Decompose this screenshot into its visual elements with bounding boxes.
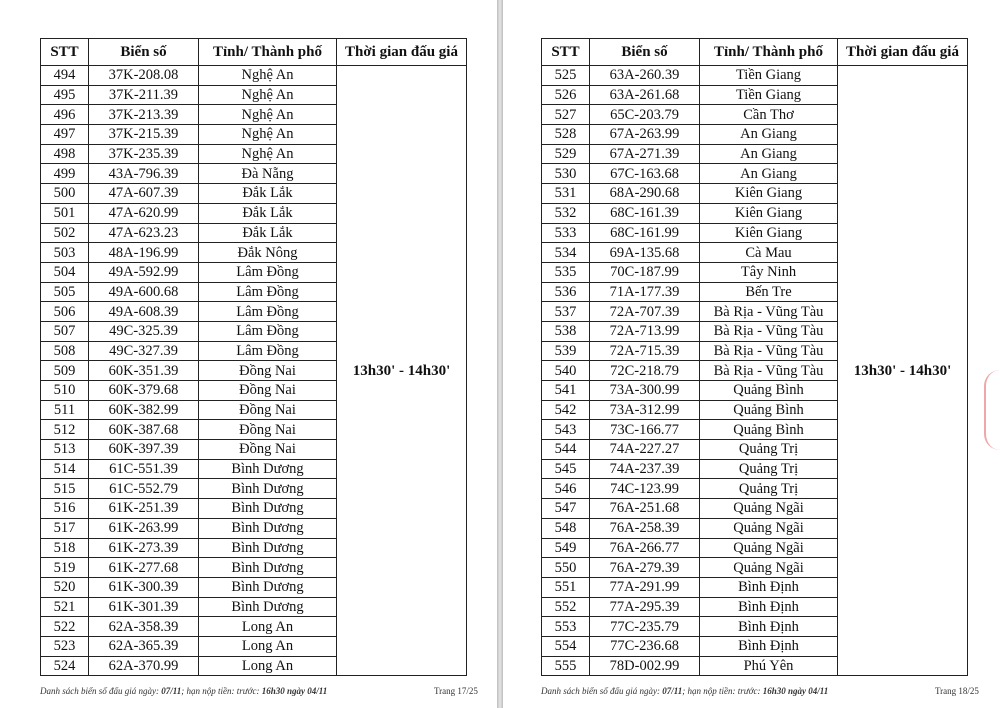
cell-stt: 550: [542, 558, 590, 578]
cell-stt: 540: [542, 361, 590, 381]
footer-note: Danh sách biển số đấu giá ngày: 07/11; hạn nộp tiền: trước: 16h30 ngày 04/11: [40, 686, 328, 696]
cell-stt: 500: [41, 184, 89, 204]
cell-province: Phú Yên: [700, 656, 838, 676]
document-page-left: [0, 0, 497, 708]
cell-plate: 77C-236.68: [590, 636, 700, 656]
cell-stt: 508: [41, 341, 89, 361]
cell-province: Long An: [199, 636, 337, 656]
cell-plate: 61C-552.79: [89, 479, 199, 499]
cell-plate: 43A-796.39: [89, 164, 199, 184]
cell-stt: 531: [542, 184, 590, 204]
cell-province: Quảng Trị: [700, 459, 838, 479]
cell-plate: 76A-251.68: [590, 499, 700, 519]
cell-stt: 554: [542, 636, 590, 656]
cell-plate: 47A-607.39: [89, 184, 199, 204]
cell-province: Quảng Ngãi: [700, 499, 838, 519]
cell-plate: 47A-623.23: [89, 223, 199, 243]
cell-province: Long An: [199, 617, 337, 637]
cell-province: Bình Dương: [199, 459, 337, 479]
cell-province: Lâm Đồng: [199, 282, 337, 302]
cell-province: Đà Nẵng: [199, 164, 337, 184]
cell-stt: 533: [542, 223, 590, 243]
cell-stt: 530: [542, 164, 590, 184]
cell-province: Đắk Lắk: [199, 203, 337, 223]
cell-plate: 74C-123.99: [590, 479, 700, 499]
cell-province: Bà Rịa - Vũng Tàu: [700, 341, 838, 361]
cell-province: Bà Rịa - Vũng Tàu: [700, 321, 838, 341]
page-number: Trang 18/25: [935, 686, 979, 696]
cell-stt: 509: [41, 361, 89, 381]
cell-province: Quảng Ngãi: [700, 538, 838, 558]
cell-auction-time: 13h30' - 14h30': [838, 66, 968, 676]
cell-plate: 62A-365.39: [89, 636, 199, 656]
cell-stt: 518: [41, 538, 89, 558]
cell-stt: 536: [542, 282, 590, 302]
cell-stt: 497: [41, 125, 89, 145]
cell-province: Lâm Đồng: [199, 341, 337, 361]
cell-stt: 545: [542, 459, 590, 479]
cell-province: Quảng Ngãi: [700, 518, 838, 538]
cell-province: Nghệ An: [199, 144, 337, 164]
cell-province: Bình Dương: [199, 577, 337, 597]
cell-plate: 60K-397.39: [89, 440, 199, 460]
plates-table: [40, 38, 467, 676]
cell-province: Bình Dương: [199, 538, 337, 558]
cell-stt: 544: [542, 440, 590, 460]
cell-province: Kiên Giang: [700, 184, 838, 204]
cell-province: Đồng Nai: [199, 381, 337, 401]
cell-province: Nghệ An: [199, 105, 337, 125]
header-time: Thời gian đấu giá: [337, 39, 467, 66]
cell-stt: 520: [41, 577, 89, 597]
cell-plate: 63A-261.68: [590, 85, 700, 105]
footer-note: Danh sách biển số đấu giá ngày: 07/11; hạn nộp tiền: trước: 16h30 ngày 04/11: [541, 686, 829, 696]
cell-stt: 506: [41, 302, 89, 322]
cell-province: Đồng Nai: [199, 400, 337, 420]
cell-plate: 47A-620.99: [89, 203, 199, 223]
cell-stt: 503: [41, 243, 89, 263]
cell-plate: 72A-715.39: [590, 341, 700, 361]
cell-plate: 37K-213.39: [89, 105, 199, 125]
cell-stt: 548: [542, 518, 590, 538]
cell-province: Nghệ An: [199, 125, 337, 145]
cell-stt: 546: [542, 479, 590, 499]
document-page-right: [503, 0, 1000, 708]
cell-province: Bình Dương: [199, 479, 337, 499]
cell-plate: 74A-237.39: [590, 459, 700, 479]
cell-stt: 527: [542, 105, 590, 125]
cell-plate: 68C-161.99: [590, 223, 700, 243]
cell-plate: 60K-382.99: [89, 400, 199, 420]
cell-plate: 72C-218.79: [590, 361, 700, 381]
cell-plate: 60K-379.68: [89, 381, 199, 401]
cell-plate: 37K-235.39: [89, 144, 199, 164]
cell-province: Quảng Ngãi: [700, 558, 838, 578]
header-stt: STT: [542, 39, 590, 66]
cell-stt: 501: [41, 203, 89, 223]
cell-stt: 547: [542, 499, 590, 519]
cell-province: Đồng Nai: [199, 361, 337, 381]
cell-plate: 72A-713.99: [590, 321, 700, 341]
cell-plate: 60K-387.68: [89, 420, 199, 440]
cell-province: Bình Định: [700, 597, 838, 617]
cell-province: Quảng Bình: [700, 381, 838, 401]
cell-province: Lâm Đồng: [199, 262, 337, 282]
cell-stt: 538: [542, 321, 590, 341]
cell-stt: 507: [41, 321, 89, 341]
cell-plate: 48A-196.99: [89, 243, 199, 263]
cell-plate: 49C-327.39: [89, 341, 199, 361]
cell-province: An Giang: [700, 144, 838, 164]
cell-plate: 77C-235.79: [590, 617, 700, 637]
table-row: [41, 66, 467, 86]
cell-stt: 555: [542, 656, 590, 676]
cell-stt: 504: [41, 262, 89, 282]
cell-plate: 61K-273.39: [89, 538, 199, 558]
cell-stt: 521: [41, 597, 89, 617]
cell-province: Long An: [199, 656, 337, 676]
cell-province: Nghệ An: [199, 85, 337, 105]
cell-plate: 62A-370.99: [89, 656, 199, 676]
cell-plate: 67A-271.39: [590, 144, 700, 164]
cell-stt: 522: [41, 617, 89, 637]
cell-stt: 505: [41, 282, 89, 302]
cell-province: Đắk Lắk: [199, 223, 337, 243]
cell-plate: 78D-002.99: [590, 656, 700, 676]
cell-plate: 72A-707.39: [590, 302, 700, 322]
cell-province: Quảng Trị: [700, 440, 838, 460]
header-time: Thời gian đấu giá: [838, 39, 968, 66]
cell-plate: 68C-161.39: [590, 203, 700, 223]
cell-stt: 549: [542, 538, 590, 558]
cell-province: Quảng Bình: [700, 420, 838, 440]
cell-stt: 515: [41, 479, 89, 499]
cell-plate: 73A-300.99: [590, 381, 700, 401]
cell-stt: 534: [542, 243, 590, 263]
cell-province: Bến Tre: [700, 282, 838, 302]
cell-stt: 502: [41, 223, 89, 243]
cell-stt: 526: [542, 85, 590, 105]
cell-plate: 61K-301.39: [89, 597, 199, 617]
cell-province: Cần Thơ: [700, 105, 838, 125]
cell-stt: 523: [41, 636, 89, 656]
cell-plate: 37K-215.39: [89, 125, 199, 145]
header-province: Tỉnh/ Thành phố: [700, 39, 838, 66]
cell-plate: 63A-260.39: [590, 66, 700, 86]
cell-stt: 525: [542, 66, 590, 86]
cell-stt: 512: [41, 420, 89, 440]
cell-province: Bình Dương: [199, 518, 337, 538]
cell-plate: 76A-279.39: [590, 558, 700, 578]
cell-plate: 73A-312.99: [590, 400, 700, 420]
cell-stt: 532: [542, 203, 590, 223]
cell-stt: 543: [542, 420, 590, 440]
cell-stt: 510: [41, 381, 89, 401]
cell-stt: 524: [41, 656, 89, 676]
cell-plate: 49A-600.68: [89, 282, 199, 302]
cell-province: Bà Rịa - Vũng Tàu: [700, 302, 838, 322]
red-stamp-edge: [984, 370, 1000, 450]
cell-stt: 541: [542, 381, 590, 401]
cell-stt: 519: [41, 558, 89, 578]
cell-stt: 535: [542, 262, 590, 282]
header-plate: Biển số: [89, 39, 199, 66]
cell-plate: 67A-263.99: [590, 125, 700, 145]
cell-plate: 37K-208.08: [89, 66, 199, 86]
cell-province: An Giang: [700, 125, 838, 145]
cell-stt: 528: [542, 125, 590, 145]
cell-stt: 514: [41, 459, 89, 479]
cell-province: Lâm Đồng: [199, 321, 337, 341]
cell-plate: 61K-263.99: [89, 518, 199, 538]
plates-table: [541, 38, 968, 676]
cell-stt: 552: [542, 597, 590, 617]
header-plate: Biển số: [590, 39, 700, 66]
cell-province: Quảng Trị: [700, 479, 838, 499]
cell-province: Tiền Giang: [700, 66, 838, 86]
cell-stt: 551: [542, 577, 590, 597]
cell-plate: 49A-592.99: [89, 262, 199, 282]
cell-plate: 76A-258.39: [590, 518, 700, 538]
cell-plate: 61K-251.39: [89, 499, 199, 519]
table-header-row: [41, 39, 467, 66]
cell-plate: 49A-608.39: [89, 302, 199, 322]
cell-plate: 65C-203.79: [590, 105, 700, 125]
cell-province: Quảng Bình: [700, 400, 838, 420]
cell-plate: 69A-135.68: [590, 243, 700, 263]
cell-plate: 68A-290.68: [590, 184, 700, 204]
cell-plate: 77A-295.39: [590, 597, 700, 617]
cell-province: Tây Ninh: [700, 262, 838, 282]
cell-province: An Giang: [700, 164, 838, 184]
header-stt: STT: [41, 39, 89, 66]
cell-plate: 73C-166.77: [590, 420, 700, 440]
cell-province: Bình Định: [700, 617, 838, 637]
cell-province: Nghệ An: [199, 66, 337, 86]
cell-plate: 61K-277.68: [89, 558, 199, 578]
cell-stt: 542: [542, 400, 590, 420]
cell-plate: 70C-187.99: [590, 262, 700, 282]
header-province: Tỉnh/ Thành phố: [199, 39, 337, 66]
cell-plate: 76A-266.77: [590, 538, 700, 558]
cell-province: Cà Mau: [700, 243, 838, 263]
cell-stt: 553: [542, 617, 590, 637]
cell-province: Kiên Giang: [700, 203, 838, 223]
cell-province: Đắk Lắk: [199, 184, 337, 204]
cell-province: Đắk Nông: [199, 243, 337, 263]
cell-stt: 499: [41, 164, 89, 184]
cell-plate: 67C-163.68: [590, 164, 700, 184]
cell-stt: 498: [41, 144, 89, 164]
cell-province: Bà Rịa - Vũng Tàu: [700, 361, 838, 381]
cell-stt: 517: [41, 518, 89, 538]
cell-stt: 537: [542, 302, 590, 322]
cell-province: Bình Dương: [199, 558, 337, 578]
cell-plate: 74A-227.27: [590, 440, 700, 460]
cell-plate: 61K-300.39: [89, 577, 199, 597]
page-number: Trang 17/25: [434, 686, 478, 696]
cell-stt: 494: [41, 66, 89, 86]
cell-province: Bình Định: [700, 636, 838, 656]
cell-province: Bình Định: [700, 577, 838, 597]
cell-stt: 513: [41, 440, 89, 460]
cell-province: Bình Dương: [199, 597, 337, 617]
cell-plate: 77A-291.99: [590, 577, 700, 597]
table-row: [542, 66, 968, 86]
cell-province: Đồng Nai: [199, 440, 337, 460]
cell-plate: 61C-551.39: [89, 459, 199, 479]
cell-plate: 71A-177.39: [590, 282, 700, 302]
cell-stt: 539: [542, 341, 590, 361]
cell-plate: 62A-358.39: [89, 617, 199, 637]
cell-stt: 496: [41, 105, 89, 125]
cell-stt: 529: [542, 144, 590, 164]
cell-plate: 49C-325.39: [89, 321, 199, 341]
cell-plate: 60K-351.39: [89, 361, 199, 381]
table-header-row: [542, 39, 968, 66]
cell-plate: 37K-211.39: [89, 85, 199, 105]
cell-stt: 495: [41, 85, 89, 105]
cell-auction-time: 13h30' - 14h30': [337, 66, 467, 676]
cell-province: Đồng Nai: [199, 420, 337, 440]
cell-province: Tiền Giang: [700, 85, 838, 105]
cell-stt: 516: [41, 499, 89, 519]
cell-province: Lâm Đồng: [199, 302, 337, 322]
cell-province: Kiên Giang: [700, 223, 838, 243]
cell-stt: 511: [41, 400, 89, 420]
cell-province: Bình Dương: [199, 499, 337, 519]
